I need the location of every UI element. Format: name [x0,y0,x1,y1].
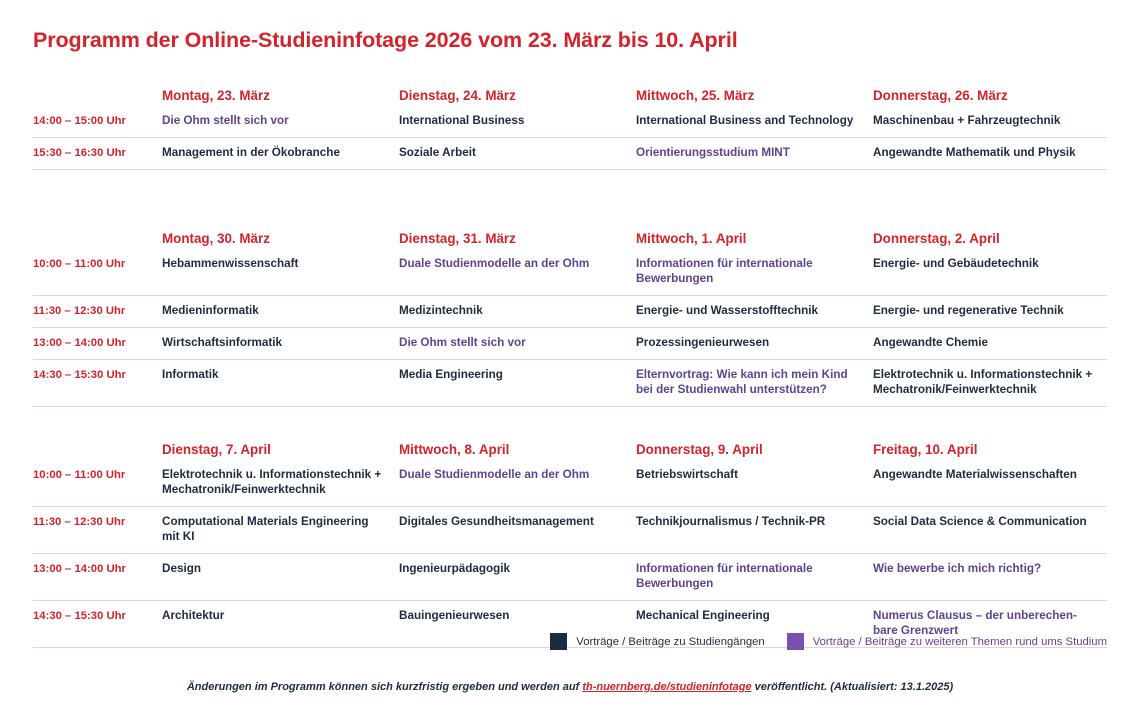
table-row [33,466,1107,506]
day-header: Montag, 30. März [162,231,270,246]
session-cell: Ingenieurpädagogik [399,554,636,601]
day-header-row [33,231,1107,255]
time-slot: 10:00 – 11:00 Uhr [33,469,126,482]
session-cell: Duale Studienmodelle an der Ohm [399,468,590,482]
session-cell: Design [162,554,399,601]
legend-item [550,633,764,650]
time-column-header [33,88,162,112]
day-header: Mittwoch, 25. März [636,88,755,103]
session-cell: Bauingenieurwesen [399,601,636,648]
page-title: Programm der Online-Studieninfotage 2026 vom 23. März bis 10. April [33,28,738,52]
session-cell: Duale Studienmodelle an der Ohm [399,257,590,271]
session-cell: Medieninformatik [162,296,399,328]
schedule-table [33,88,1107,170]
day-header-row [33,442,1107,466]
session-cell: International Business [399,114,525,128]
time-slot: 10:00 – 11:00 Uhr [33,258,126,271]
schedule-block-week-2 [33,231,1107,407]
footer-text-before: Änderungen im Programm können sich kurzfristig ergeben und werden auf [186,681,583,693]
session-cell: Angewandte Mathematik und Physik [873,138,1107,170]
session-cell: Orientierungsstudium MINT [636,138,873,170]
session-cell: Management in der Ökobranche [162,138,399,170]
time-column-header [33,231,162,255]
session-cell: Betriebswirtschaft [636,468,738,482]
session-cell: Elektrotechnik u. Informationstechnik + Mechatronik/Feinwerktechnik [873,360,1107,407]
schedule-table [33,442,1107,648]
time-slot: 11:30 – 12:30 Uhr [33,296,162,328]
time-slot: 11:30 – 12:30 Uhr [33,507,162,554]
session-cell: Elektrotechnik u. Informationstechnik + Mechatronik/Feinwerktechnik [162,468,382,497]
session-cell: Soziale Arbeit [399,138,636,170]
time-slot: 13:00 – 14:00 Uhr [33,328,162,360]
day-header: Mittwoch, 8. April [399,442,510,457]
time-slot: 14:30 – 15:30 Uhr [33,601,162,648]
table-row [33,360,1107,407]
studieninfotage-link[interactable]: th-nuernberg.de/studieninfotage [582,681,752,693]
legend-item [787,633,1107,650]
schedule-block-week-3 [33,442,1107,648]
session-cell: International Business and Technology [636,114,854,128]
legend-label: Vorträge / Beiträge zu weiteren Themen rund ums Studium [812,635,1107,648]
day-header: Donnerstag, 9. April [636,442,763,457]
table-row [33,328,1107,360]
session-cell: Die Ohm stellt sich vor [399,328,636,360]
session-cell: Informationen für internationale Bewerbungen [636,554,873,601]
session-cell: Medizintechnik [399,296,636,328]
session-cell: Prozessingenieurwesen [636,328,873,360]
table-row [33,507,1107,554]
session-cell: Technikjournalismus / Technik-PR [636,507,873,554]
table-row [33,296,1107,328]
day-header-row [33,88,1107,112]
session-cell: Maschinenbau + Fahrzeugtechnik [873,114,1061,128]
day-header: Dienstag, 24. März [399,88,516,103]
time-slot: 15:30 – 16:30 Uhr [33,138,162,170]
session-cell: Die Ohm stellt sich vor [162,114,289,128]
session-cell: Numerus Clausus – der unberechen-bare Grenzwert [873,601,1107,648]
footer-text-after: veröffentlicht. (Aktualisiert: 13.1.2025) [751,681,954,693]
day-header: Freitag, 10. April [873,442,978,457]
table-row [33,554,1107,601]
session-cell: Media Engineering [399,360,636,407]
session-cell: Elternvortrag: Wie kann ich mein Kind bei der Studienwahl unterstützen? [636,360,873,407]
day-header: Donnerstag, 26. März [873,88,1008,103]
day-header: Donnerstag, 2. April [873,231,1000,246]
session-cell: Angewandte Chemie [873,328,1107,360]
day-header: Dienstag, 7. April [162,442,271,457]
time-slot: 14:00 – 15:00 Uhr [33,115,126,128]
day-header: Dienstag, 31. März [399,231,516,246]
session-cell: Mechanical Engineering [636,601,873,648]
session-cell: Computational Materials Engineering mit KI [162,507,399,554]
session-cell: Informatik [162,360,399,407]
session-cell: Wie bewerbe ich mich richtig? [873,554,1107,601]
session-cell: Energie- und regenerative Technik [873,296,1107,328]
time-slot: 13:00 – 14:00 Uhr [33,554,162,601]
schedule-block-week-1 [33,88,1107,170]
table-row [33,138,1107,170]
session-cell: Hebammenwissenschaft [162,257,299,271]
session-cell: Energie- und Wasserstofftechnik [636,296,873,328]
legend [33,633,1107,650]
time-slot: 14:30 – 15:30 Uhr [33,360,162,407]
legend-color-swatch [787,633,804,650]
session-cell: Digitales Gesundheitsmanagement [399,507,636,554]
legend-color-swatch [550,633,567,650]
day-header: Montag, 23. März [162,88,270,103]
session-cell: Social Data Science & Communication [873,507,1107,554]
footer-note [0,681,1140,693]
legend-label: Vorträge / Beiträge zu Studiengängen [576,635,765,648]
session-cell: Architektur [162,601,399,648]
schedule-table [33,231,1107,407]
session-cell: Energie- und Gebäudetechnik [873,257,1039,271]
time-column-header [33,442,162,466]
day-header: Mittwoch, 1. April [636,231,747,246]
table-row [33,112,1107,137]
session-cell: Angewandte Materialwissenschaften [873,468,1077,482]
session-cell: Informationen für internationale Bewerbungen [636,257,813,286]
session-cell: Wirtschaftsinformatik [162,328,399,360]
table-row [33,255,1107,295]
